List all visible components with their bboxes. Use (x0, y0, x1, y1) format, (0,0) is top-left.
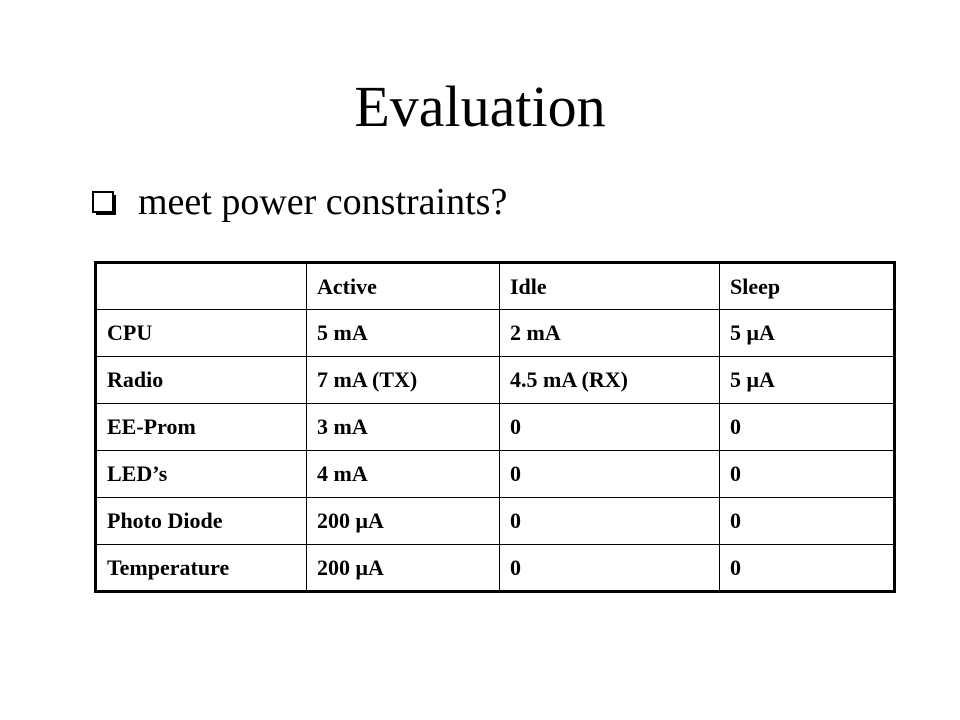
row-label-cell: Photo Diode (96, 498, 307, 545)
table-header-row (96, 263, 895, 310)
table-row (96, 357, 895, 404)
idle-cell: 2 mA (500, 310, 720, 357)
header-cell-empty (96, 263, 307, 310)
active-cell: 5 mA (307, 310, 500, 357)
active-cell: 200 μA (307, 498, 500, 545)
idle-cell: 0 (500, 451, 720, 498)
sleep-cell: 0 (720, 404, 895, 451)
row-label-cell: EE-Prom (96, 404, 307, 451)
bullet-text: meet power constraints? (138, 181, 508, 223)
row-label-cell: Temperature (96, 545, 307, 592)
idle-cell: 4.5 mA (RX) (500, 357, 720, 404)
square-bullet-icon (92, 191, 114, 213)
table-row (96, 404, 895, 451)
active-cell: 200 μA (307, 545, 500, 592)
slide-title: Evaluation (354, 74, 606, 139)
idle-cell: 0 (500, 404, 720, 451)
row-label-cell: CPU (96, 310, 307, 357)
sleep-cell: 0 (720, 545, 895, 592)
idle-cell: 0 (500, 498, 720, 545)
sleep-cell: 5 μA (720, 310, 895, 357)
power-table-container (94, 261, 896, 593)
active-cell: 3 mA (307, 404, 500, 451)
bullet-item (92, 176, 507, 228)
idle-cell: 0 (500, 545, 720, 592)
sleep-cell: 0 (720, 451, 895, 498)
active-cell: 4 mA (307, 451, 500, 498)
header-cell-active: Active (307, 263, 500, 310)
sleep-cell: 5 μA (720, 357, 895, 404)
table-row (96, 545, 895, 592)
active-cell: 7 mA (TX) (307, 357, 500, 404)
table-row (96, 310, 895, 357)
row-label-cell: LED’s (96, 451, 307, 498)
table-row (96, 451, 895, 498)
row-label-cell: Radio (96, 357, 307, 404)
table-row (96, 498, 895, 545)
header-cell-sleep: Sleep (720, 263, 895, 310)
sleep-cell: 0 (720, 498, 895, 545)
header-cell-idle: Idle (500, 263, 720, 310)
power-consumption-table (94, 261, 896, 593)
